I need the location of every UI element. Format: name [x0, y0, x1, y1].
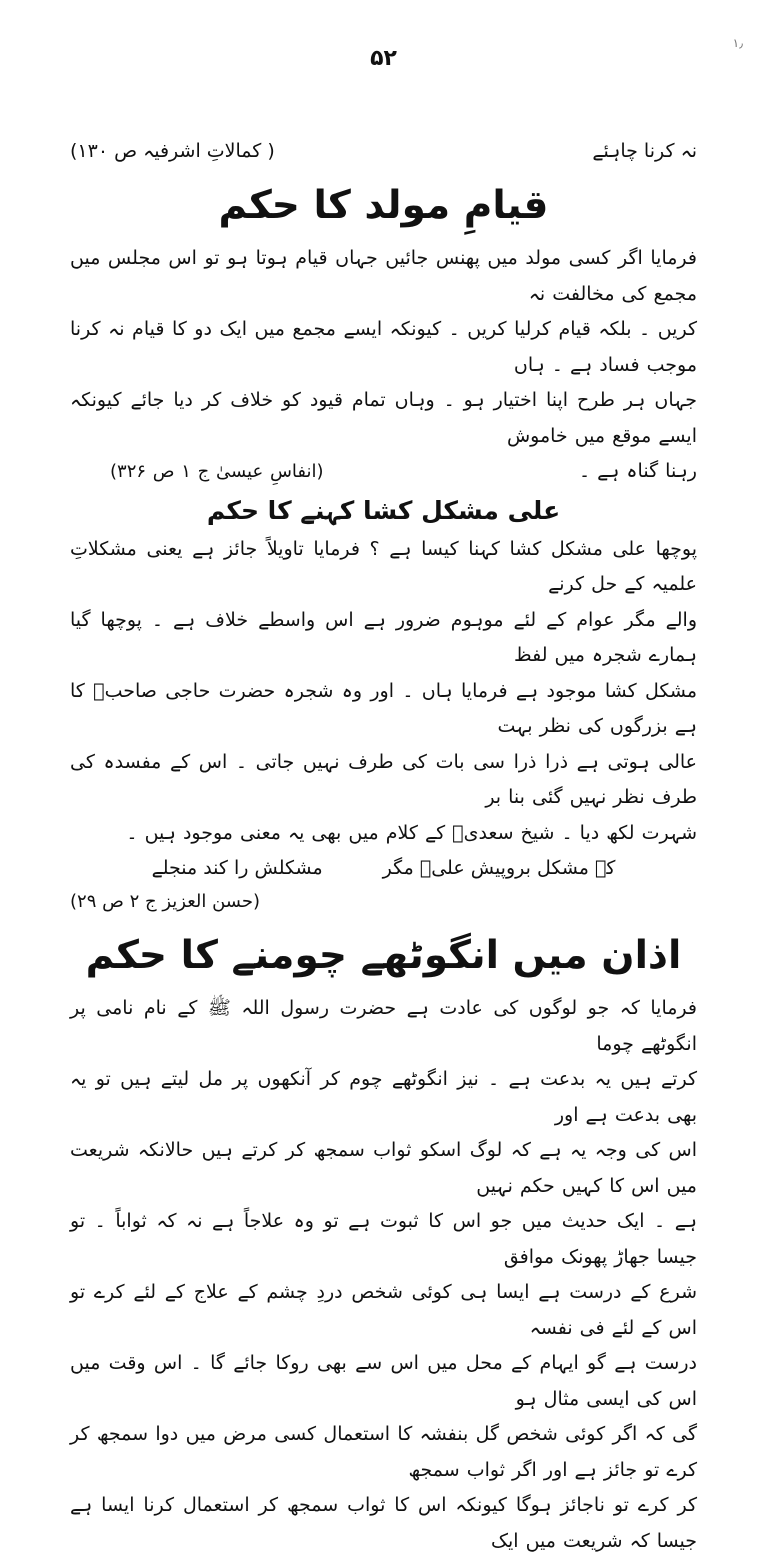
section1-reference: (انفاسِ عیسیٰ ج ۱ ص ۳۲۶) [110, 461, 324, 482]
section1-line: فرمایا اگر کسی مولد میں پھنس جائیں جہاں قیام ہوتا ہو تو اس مجلس میں مجمع کی مخالفت نہ [70, 247, 697, 305]
section3-line: اس کی وجہ یہ ہے کہ لوگ اسکو ثواب سمجھ کر کرتے ہیں حالانکہ شریعت میں اس کا کہیں حکم نہیں [70, 1139, 697, 1197]
section1-last-text: رہنا گناہ ہے ۔ [578, 460, 697, 482]
intro-row [70, 134, 697, 169]
section3-line: گی کہ اگر کوئی شخص گل بنفشہ کا استعمال کسی مرض میں دوا سمجھ کر کرے تو جائز ہے اور اگر ثواب سمجھ [70, 1423, 697, 1481]
verse-first-half: کہ مشکل بروپیش علیؓ مگر [382, 857, 616, 879]
intro-text: نہ کرنا چاہئے [592, 140, 697, 162]
section2-reference: (حسن العزیز ج ۲ ص ۲۹) [70, 891, 261, 912]
intro-reference: ( کمالاتِ اشرفیہ ص ۱۳۰) [70, 140, 275, 162]
section3-heading: اذان میں انگوٹھے چومنے کا حکم [85, 933, 682, 978]
verse-couplet [70, 851, 697, 885]
section1-line: جہاں ہر طرح اپنا اختیار ہو ۔ وہاں تمام قیود کو خلاف کر دیا جائے کیونکہ ایسے موقع میں خاموش [70, 389, 697, 447]
section3-line: شرع کے درست ہے ایسا ہی کوئی شخص دردِ چشم کے علاج کے لئے کرے تو اس کے لئے فی نفسہ [70, 1281, 697, 1339]
section1-heading: قیامِ مولد کا حکم [218, 183, 549, 228]
section1-body [70, 241, 697, 490]
section3-line: درست ہے گو ایہام کے محل میں اس سے بھی روکا جائے گا ۔ اس وقت میں اس کی ایسی مثال ہو [70, 1352, 697, 1410]
section3-line: ہے ۔ ایک حدیث میں جو اس کا ثبوت ہے تو وہ علاجاً ہے نہ کہ ثواباً ۔ تو جیسا جھاڑ پھونک موافق [70, 1210, 697, 1268]
section2-line: والے مگر عوام کے لئے موہوم ضرور ہے اس واسطے خلاف ہے ۔ پوچھا گیا ہمارے شجرہ میں لفظ [70, 608, 697, 666]
section3-line: کر کرے تو ناجائز ہوگا کیونکہ اس کا ثواب سمجھ کر استعمال کرنا ایسا ہے جیسا کہ شریعت میں ایک [70, 1494, 697, 1552]
section2-line: عالی ہوتی ہے ذرا ذرا سی بات کی طرف نہیں جاتی ۔ اس کے مفسدہ کی طرف نظر نہیں گئی بنا بر [70, 750, 697, 808]
corner-mark: ۱٫ [732, 36, 743, 50]
section2-line: پوچھا علی مشکل کشا کہنا کیسا ہے ؟ فرمایا تاویلاً جائز ہے یعنی مشکلاتِ علمیہ کے حل کرنے [70, 537, 697, 595]
section3-line: فرمایا کہ جو لوگوں کی عادت ہے حضرت رسول اللہ ﷺ کے نام نامی پر انگوٹھے چوما [70, 997, 697, 1055]
section2-body [70, 532, 697, 920]
verse-second-half: مشکلش را کند منجلے [151, 857, 323, 879]
page-number: ۵۲ [370, 46, 397, 71]
section2-heading: علی مشکل کشا کہنے کا حکم [206, 495, 561, 525]
section2-line: شہرت لکھ دیا ۔ شیخ سعدیؒ کے کلام میں بھی یہ معنی موجود ہیں ۔ [126, 821, 697, 844]
section1-last-line [70, 454, 697, 490]
section1-line: کریں ۔ بلکہ قیام کرلیا کریں ۔ کیونکہ ایسے مجمع میں ایک دو کا قیام نہ کرنا موجب فساد ہے ۔ ہاں [70, 318, 697, 376]
section2-line: مشکل کشا موجود ہے فرمایا ہاں ۔ اور وہ شجرہ حضرت حاجی صاحبؒ کا ہے بزرگوں کی نظر بہت [70, 679, 697, 737]
section3-body [70, 991, 697, 1559]
section3-line: کرتے ہیں یہ بدعت ہے ۔ نیز انگوٹھے چوم کر آنکھوں پر مل لیتے ہیں تو یہ بھی بدعت ہے اور [70, 1068, 697, 1126]
